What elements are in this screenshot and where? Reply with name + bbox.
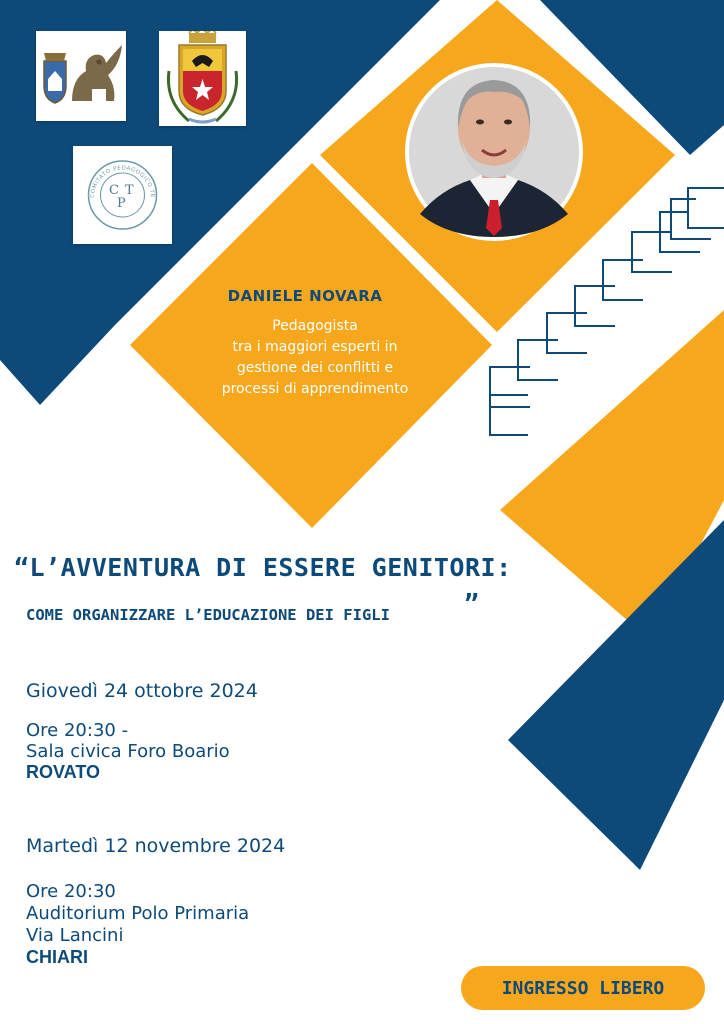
logo-eagle-box	[159, 31, 246, 126]
svg-text:P: P	[117, 196, 126, 211]
event-2-city: CHIARI	[26, 947, 88, 967]
coat-of-arms-eagle-icon	[159, 31, 246, 126]
logo-lion-box	[36, 31, 126, 121]
event-title: “L’AVVENTURA DI ESSERE GENITORI:	[14, 553, 512, 582]
free-entry-button[interactable]	[461, 966, 705, 1010]
event-1-city: ROVATO	[26, 762, 101, 782]
event-subtitle: COME ORGANIZZARE L’EDUCAZIONE DEI FIGLI	[26, 606, 390, 624]
free-entry-label: INGRESSO LIBERO	[501, 977, 665, 999]
speaker-role: Pedagogista tra i maggiori esperti in gestione dei conflitti e processi di apprendimento	[221, 318, 409, 397]
speaker-photo	[405, 63, 583, 241]
speaker-name: DANIELE NOVARA	[227, 287, 383, 305]
event-2-address: Via Lancini	[26, 925, 124, 946]
event-1-time: Ore 20:30 -	[26, 720, 129, 741]
event-1-venue: Sala civica Foro Boario	[26, 741, 230, 762]
svg-text:C: C	[109, 183, 119, 198]
cpt-logo-icon	[73, 146, 172, 244]
coat-of-arms-lion-icon	[36, 31, 126, 121]
event-2-date: Martedì 12 novembre 2024	[26, 835, 286, 857]
event-1-date: Giovedì 24 ottobre 2024	[26, 680, 258, 702]
event-2-venue: Auditorium Polo Primaria	[26, 903, 250, 924]
title-closing-quote: ”	[464, 589, 480, 618]
logo-cpt-box	[73, 146, 172, 244]
svg-text:T: T	[125, 183, 134, 198]
event-2-time: Ore 20:30	[26, 881, 116, 902]
svg-text:COMITATO PEDAGOGICO TERRITORIA: COMITATO PEDAGOGICO TE	[89, 165, 156, 199]
